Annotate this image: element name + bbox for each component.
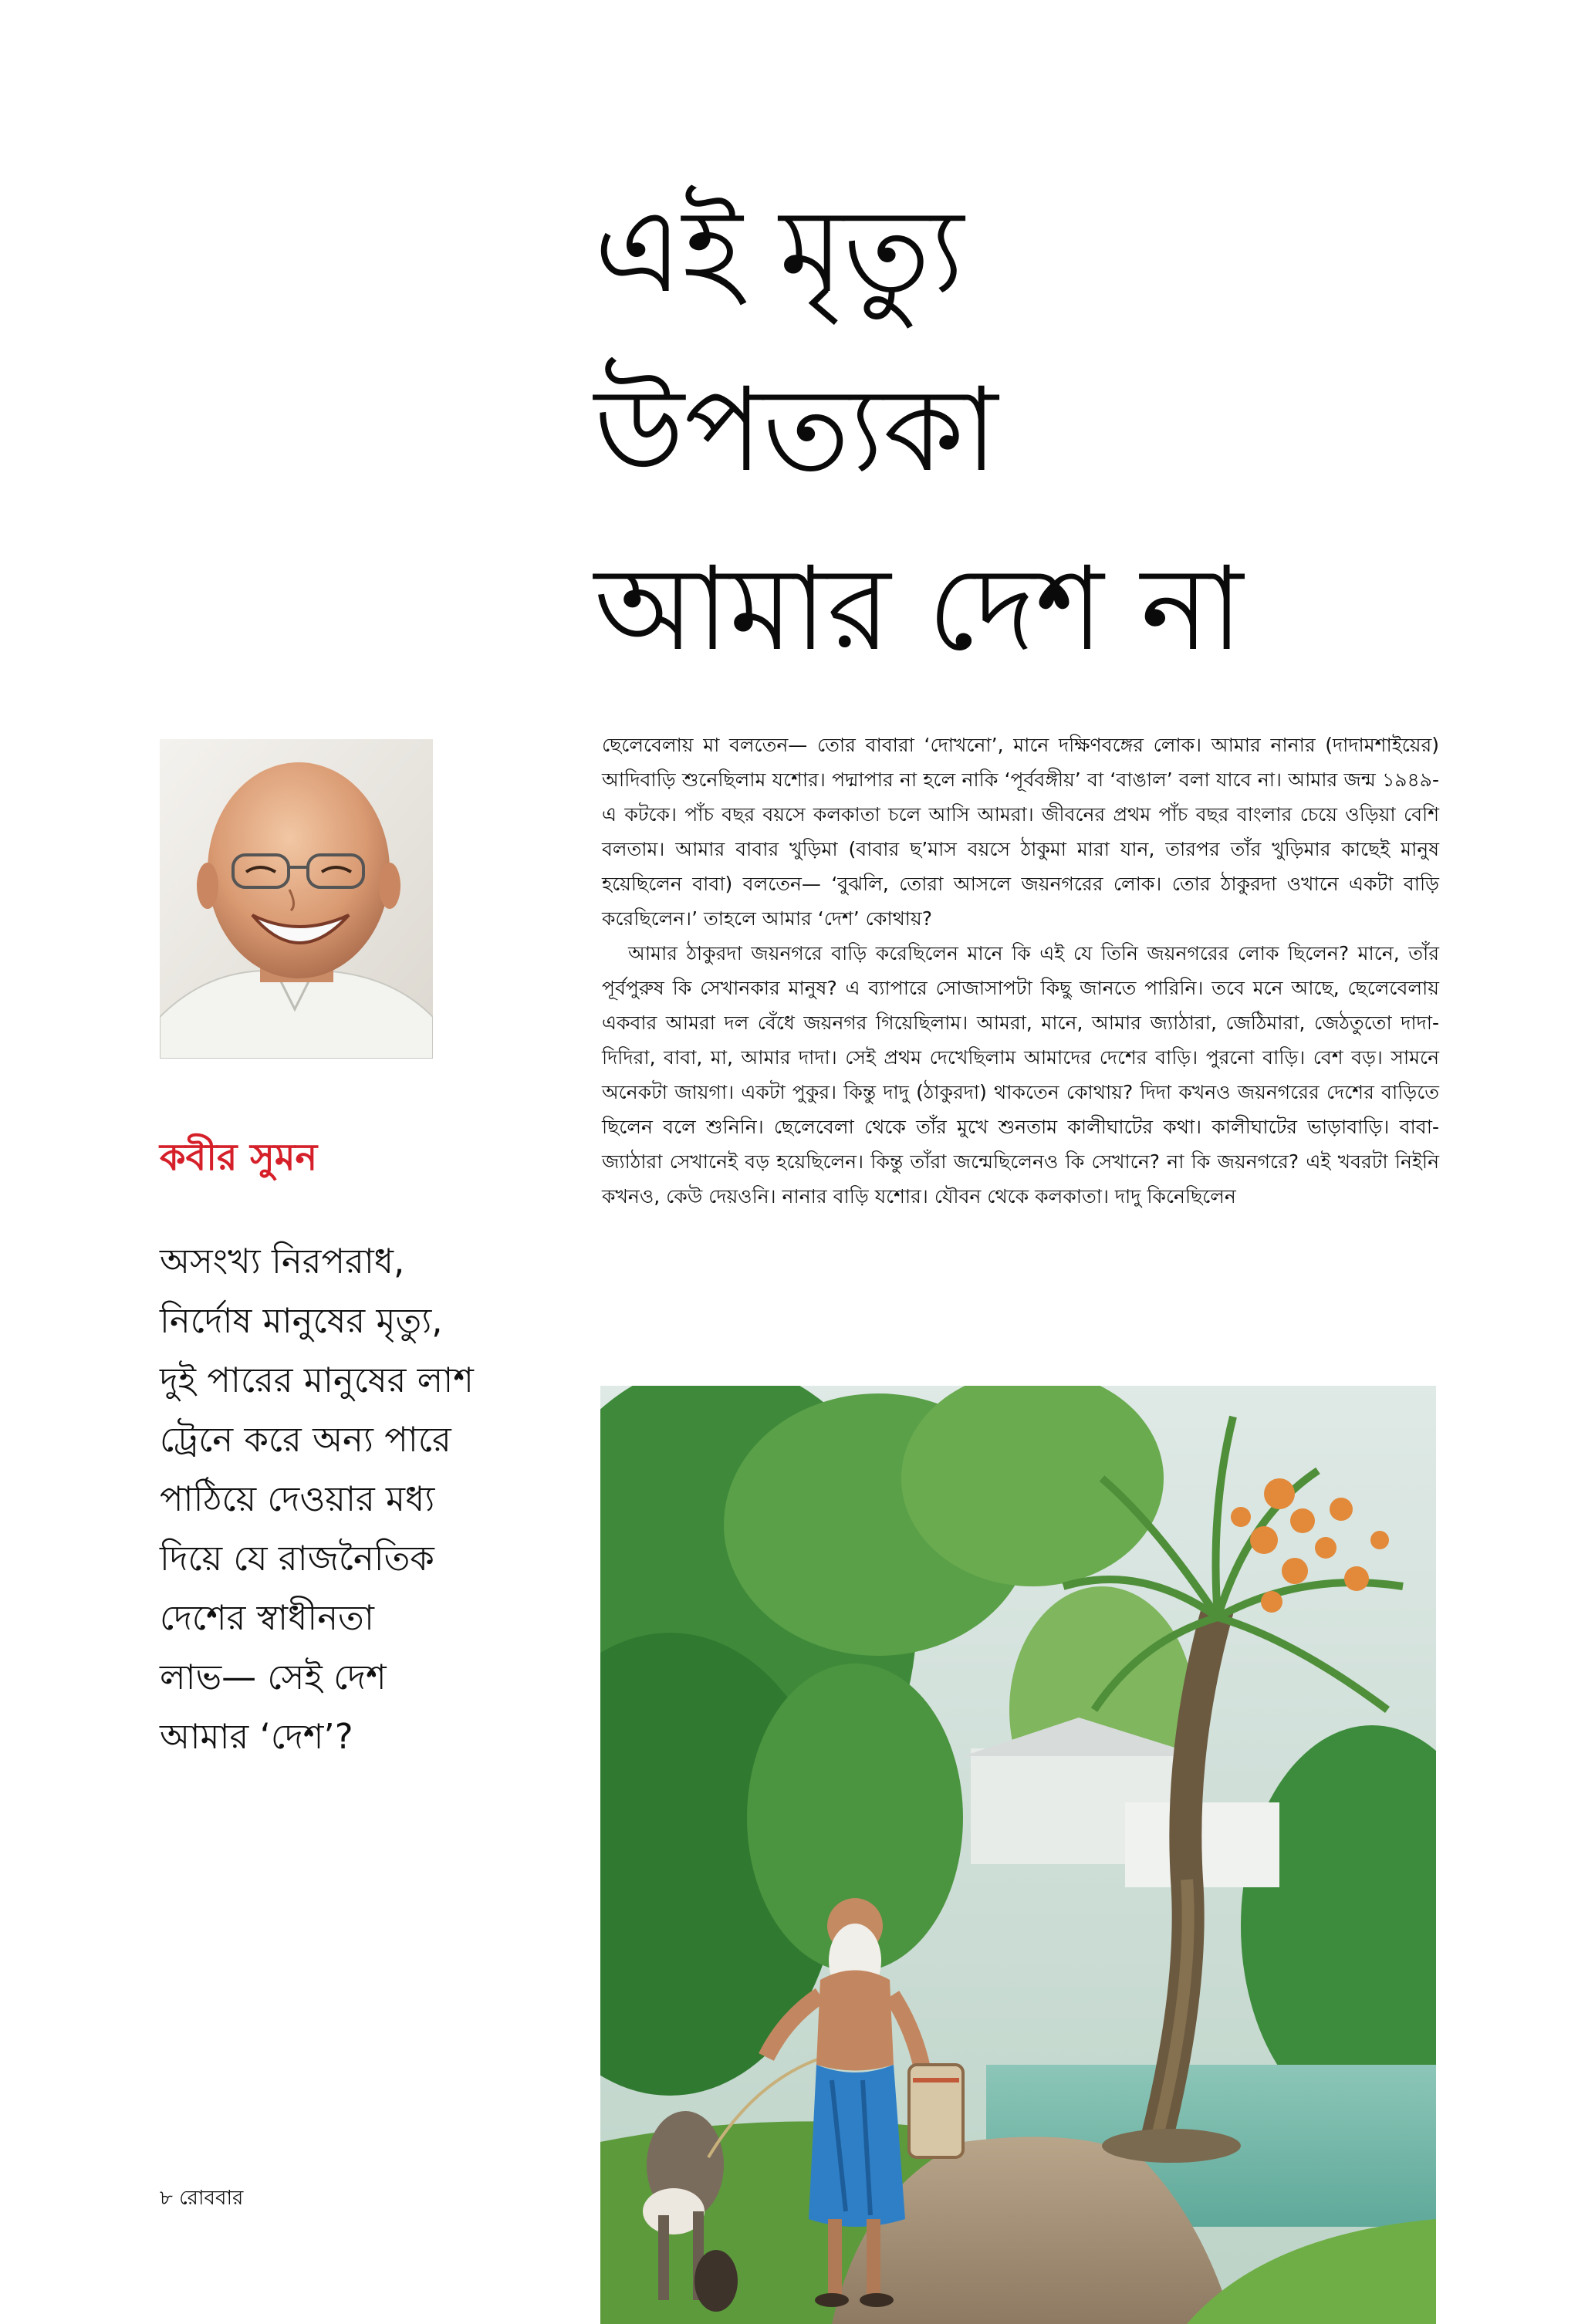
headline-line-2: উপত্যকা xyxy=(594,363,999,498)
pull-quote-line: নির্দোষ মানুষের মৃত্যু, xyxy=(160,1300,443,1341)
article-paragraph: আমার ঠাকুরদা জয়নগরে বাড়ি করেছিলেন মানে কি এই যে তিনি জয়নগরের লোক ছিলেন? মানে, তাঁর পূর্বপুরুষ কি সেখানকার মানুষ? এ ব্যাপারে সোজাসাপটা কিছু জানতে পারিনি। তবে মনে আছে, ছেলেবেলায় একবার আমরা দল বেঁধে জয়নগর গিয়েছিলাম। আমরা, মানে, আমার জ্যাঠারা, জেঠিমারা, জেঠতুতো দাদা-দিদিরা, বাবা, মা, আমার দাদা। সেই প্রথম দেখেছিলাম আমাদের দেশের বাড়ি। পুরনো বাড়ি। বেশ বড়। সামনে অনেকটা জায়গা। একটা পুকুর। কিন্তু দাদু (ঠাকুরদা) থাকতেন কোথায়? দিদা কখনও জয়নগরের দেশের বাড়িতে ছিলেন বলে শুনিনি। ছেলেবেলা থেকে তাঁর মুখে শুনতাম কালীঘাটের কথা। কালীঘাটের ভাড়াবাড়ি। বাবা-জ্যাঠারা সেখানেই বড় হয়েছিলেন। কিন্তু তাঁরা জন্মেছিলেনও কি সেখানে? না কি জয়নগরে? এই খবরটা নিইনি কখনও, কেউ দেয়ওনি। নানার বাড়ি যশোর। যৌবন থেকে কলকাতা। দাদু কিনেছিলেন xyxy=(602,942,1439,1208)
pull-quote-line: আমার ‘দেশ’? xyxy=(160,1716,353,1757)
article-paragraph: ছেলেবেলায় মা বলতেন— তোর বাবারা ‘দোখনো’, মানে দক্ষিণবঙ্গের লোক। আমার নানার (দাদামশাইয়ের) আদিবাড়ি শুনেছিলাম যশোর। পদ্মাপার না হলে নাকি ‘পূর্ববঙ্গীয়’ বা ‘বাঙাল’ বলা যাবে না। আমার জন্ম ১৯৪৯-এ কটকে। পাঁচ বছর বয়সে কলকাতা চলে আসি আমরা। জীবনের প্রথম পাঁচ বছর বাংলার চেয়ে ওড়িয়া বেশি বলতাম। আমার বাবার খুড়িমা (বাবার ছ’মাস বয়সে ঠাকুমা মারা যান, তারপর তাঁর খুড়িমার কাছেই মানুষ হয়েছিলেন বাবা) বলতেন— ‘বুঝলি, তোরা আসলে জয়নগরের লোক। তোর ঠাকুরদা ওখানে একটা বাড়ি করেছিলেন।’ তাহলে আমার ‘দেশ’ কোথায়? xyxy=(602,734,1439,930)
pull-quote-line: দুই পারের মানুষের লাশ xyxy=(160,1360,474,1400)
page-folio: ৮ রোববার xyxy=(160,2187,244,2210)
author-byline: কবীর সুমন xyxy=(160,1136,318,1179)
pull-quote-line: দিয়ে যে রাজনৈতিক xyxy=(160,1538,434,1579)
pull-quote-line: অসংখ্য নিরপরাধ, xyxy=(160,1241,405,1282)
article-body xyxy=(602,728,1439,1214)
headline-line-3: আমার দেশ না xyxy=(594,542,1244,677)
pull-quote-line: দেশের স্বাধীনতা xyxy=(160,1597,374,1638)
pull-quote-line: ট্রেনে করে অন্য পারে xyxy=(160,1419,451,1460)
headline xyxy=(594,162,1520,699)
pull-quote-line: লাভ— সেই দেশ xyxy=(160,1657,387,1697)
pull-quote-line: পাঠিয়ে দেওয়ার মধ্য xyxy=(160,1478,435,1519)
headline-line-1: এই মৃত্যু xyxy=(594,184,965,319)
village-photo xyxy=(600,1386,1436,2324)
author-photo xyxy=(160,739,433,1059)
pull-quote xyxy=(160,1231,576,1766)
